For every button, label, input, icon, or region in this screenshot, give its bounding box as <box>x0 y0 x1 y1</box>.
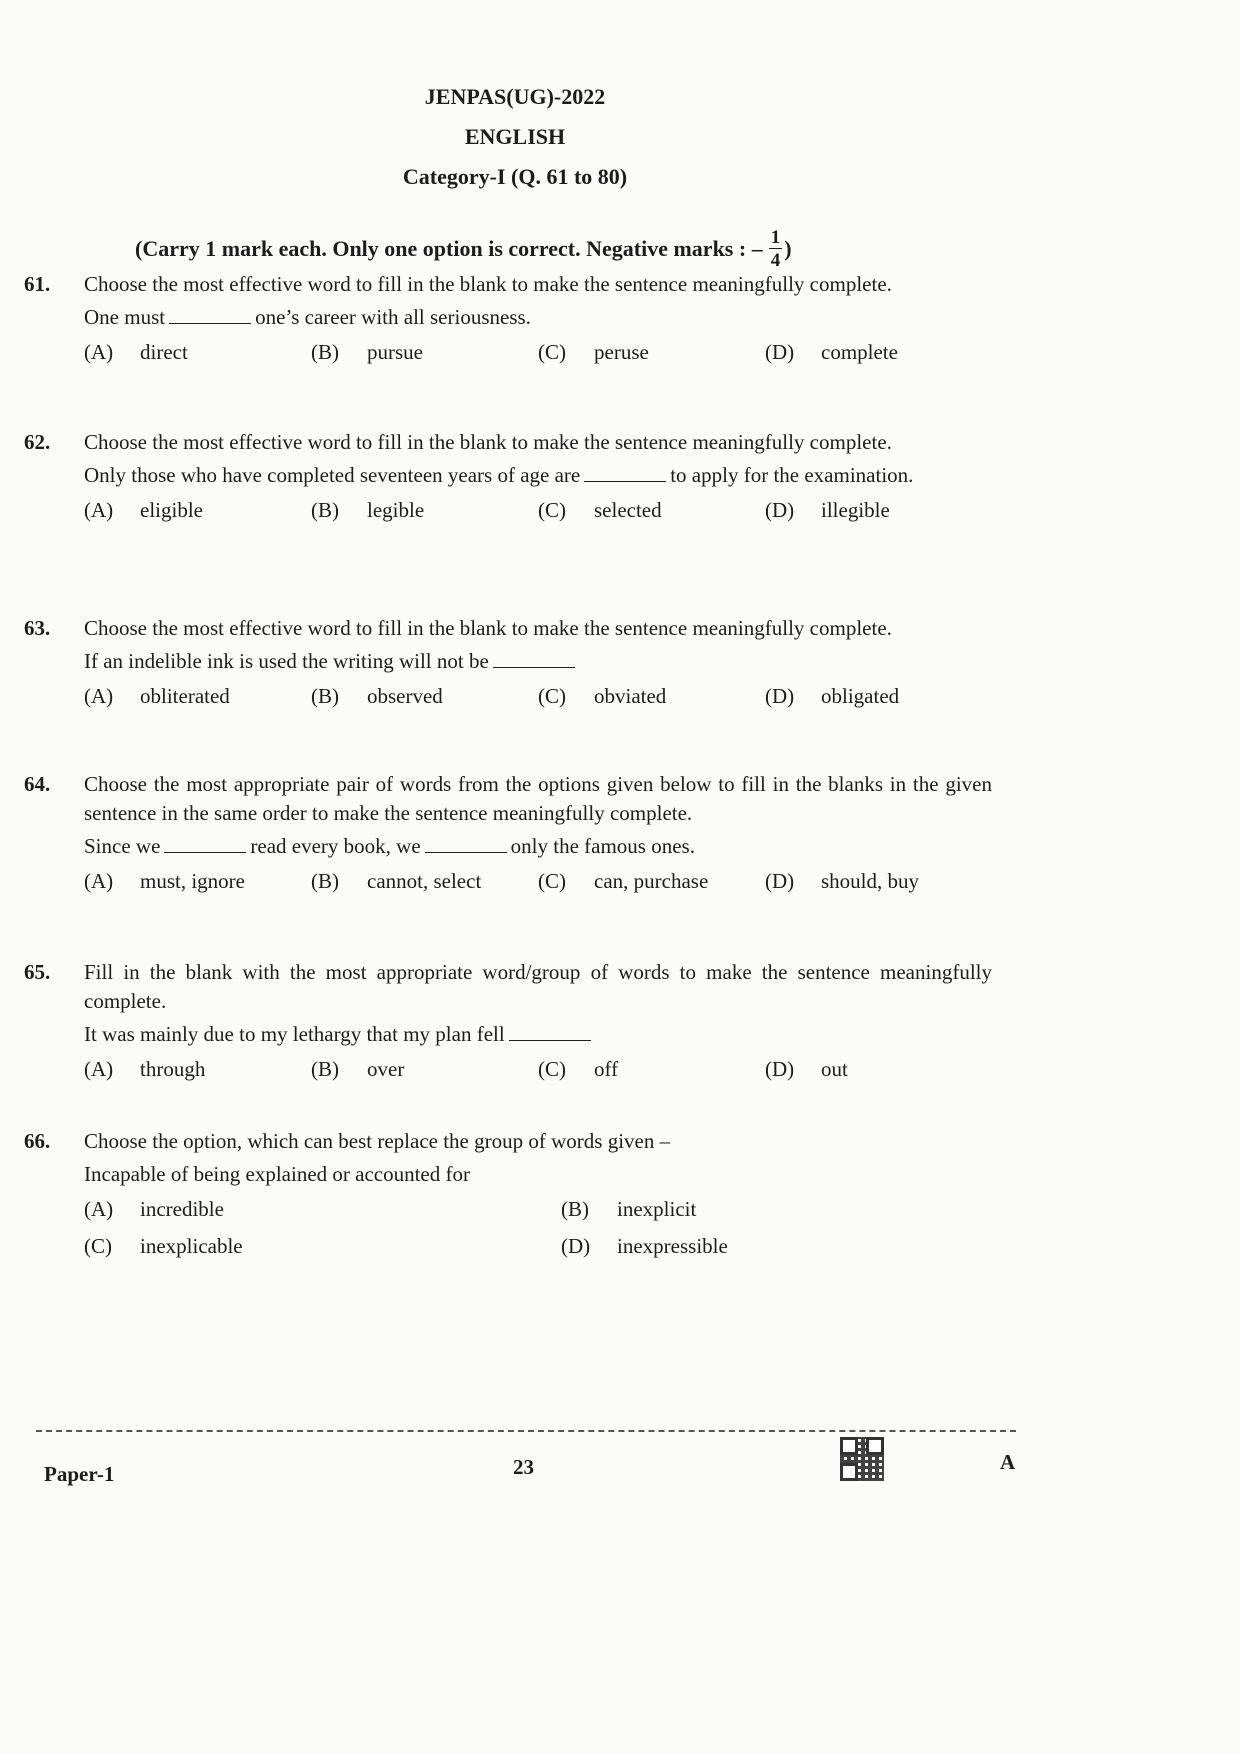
option-label: (A) <box>84 340 114 364</box>
option-c[interactable] <box>538 496 765 525</box>
paper-label: Paper-1 <box>44 1462 115 1486</box>
option-text: illegible <box>821 498 890 522</box>
question-number: 65. <box>24 960 51 984</box>
option-label: (A) <box>84 1057 114 1081</box>
sentence-part: Since we <box>84 834 161 858</box>
option-d[interactable] <box>561 1232 961 1261</box>
question-sentence: Incapable of being explained or accounted for <box>84 1162 470 1186</box>
fraction-denominator: 4 <box>770 250 781 271</box>
option-label: (C) <box>538 340 566 364</box>
option-text: inexplicable <box>140 1234 243 1258</box>
blank <box>509 1022 591 1041</box>
question-text: Choose the most effective word to fill in the blank to make the sentence meaningfully complete. <box>84 430 892 454</box>
instruction-close: ) <box>784 236 792 261</box>
option-label: (D) <box>561 1234 591 1258</box>
options <box>84 338 992 367</box>
option-label: (D) <box>765 498 795 522</box>
question-sentence <box>84 1020 992 1049</box>
option-text: direct <box>140 340 188 364</box>
option-d[interactable] <box>765 338 992 367</box>
question-number: 63. <box>24 616 51 640</box>
sentence-part: only the famous ones. <box>510 834 695 858</box>
option-label: (D) <box>765 684 795 708</box>
sentence-part: Only those who have completed seventeen years of age are <box>84 463 581 487</box>
option-d[interactable] <box>765 1055 992 1084</box>
option-a[interactable] <box>84 338 311 367</box>
option-text: legible <box>367 498 425 522</box>
question-number: 64. <box>24 772 51 796</box>
blank <box>584 463 666 482</box>
footer-divider <box>36 1430 1016 1432</box>
blank <box>164 834 246 853</box>
category-title: Category-I (Q. 61 to 80) <box>402 164 628 189</box>
option-text: obviated <box>594 684 667 708</box>
option-text: must, ignore <box>140 869 245 893</box>
options <box>84 1055 992 1084</box>
option-c[interactable] <box>84 1232 561 1261</box>
option-label: (C) <box>84 1234 112 1258</box>
sentence-part: If an indelible ink is used the writing will not be <box>84 649 489 673</box>
option-label: (D) <box>765 1057 795 1081</box>
negative-mark-fraction <box>769 228 783 270</box>
subject-title: ENGLISH <box>464 124 566 149</box>
option-label: (B) <box>311 340 339 364</box>
option-text: cannot, select <box>367 869 482 893</box>
option-label: (C) <box>538 498 566 522</box>
option-a[interactable] <box>84 867 311 896</box>
blank <box>169 305 251 324</box>
question-text: Choose the most effective word to fill in the blank to make the sentence meaningfully complete. <box>84 616 892 640</box>
sentence-part: One must <box>84 305 166 329</box>
option-label: (C) <box>538 684 566 708</box>
option-text: obligated <box>821 684 900 708</box>
sentence-part: to apply for the examination. <box>670 463 914 487</box>
options <box>84 867 992 896</box>
option-label: (C) <box>538 869 566 893</box>
option-text: inexplicit <box>617 1197 697 1221</box>
option-label: (B) <box>311 1057 339 1081</box>
option-text: obliterated <box>140 684 230 708</box>
option-b[interactable] <box>311 1055 538 1084</box>
set-code: A <box>1000 1450 1016 1474</box>
question-number: 62. <box>24 430 51 454</box>
question-text: Fill in the blank with the most appropriate word/group of words to make the sentence meaningfully complete. <box>84 960 992 1013</box>
option-text: should, buy <box>821 869 920 893</box>
option-text: off <box>594 1057 619 1081</box>
question-number: 61. <box>24 272 51 296</box>
option-a[interactable] <box>84 496 311 525</box>
options <box>84 682 992 711</box>
option-d[interactable] <box>765 496 992 525</box>
option-label: (B) <box>311 684 339 708</box>
option-b[interactable] <box>311 682 538 711</box>
option-a[interactable] <box>84 1055 311 1084</box>
question-sentence <box>84 303 992 332</box>
instruction-text: (Carry 1 mark each. Only one option is correct. Negative marks : – <box>135 236 763 261</box>
question-sentence <box>84 647 992 676</box>
sentence-part: It was mainly due to my lethargy that my plan fell <box>84 1022 505 1046</box>
option-c[interactable] <box>538 338 765 367</box>
question-sentence <box>84 832 992 861</box>
option-label: (D) <box>765 340 795 364</box>
option-label: (A) <box>84 684 114 708</box>
page-number: 23 <box>513 1455 534 1479</box>
qr-code-icon <box>840 1437 884 1481</box>
option-label: (D) <box>765 869 795 893</box>
option-text: peruse <box>594 340 649 364</box>
option-label: (B) <box>561 1197 589 1221</box>
option-c[interactable] <box>538 1055 765 1084</box>
question-number: 66. <box>24 1129 51 1153</box>
blank <box>425 834 507 853</box>
blank <box>493 649 575 668</box>
exam-title: JENPAS(UG)-2022 <box>424 84 606 109</box>
sentence-part: one’s career with all seriousness. <box>255 305 531 329</box>
option-b[interactable] <box>311 338 538 367</box>
option-a[interactable] <box>84 682 311 711</box>
options <box>84 496 992 525</box>
option-text: over <box>367 1057 405 1081</box>
option-d[interactable] <box>765 682 992 711</box>
option-text: out <box>821 1057 848 1081</box>
option-label: (A) <box>84 1197 114 1221</box>
option-text: can, purchase <box>594 869 709 893</box>
question-sentence <box>84 461 992 490</box>
option-text: inexpressible <box>617 1234 728 1258</box>
option-label: (B) <box>311 498 339 522</box>
option-text: eligible <box>140 498 203 522</box>
option-b[interactable] <box>311 496 538 525</box>
marking-instruction <box>135 228 792 270</box>
question-text: Choose the most appropriate pair of words from the options given below to fill in the blanks in the given sentence in the same order to make the sentence meaningfully complete. <box>84 772 992 825</box>
question-text: Choose the option, which can best replace the group of words given – <box>84 1129 671 1153</box>
option-text: pursue <box>367 340 423 364</box>
question-text: Choose the most effective word to fill in the blank to make the sentence meaningfully complete. <box>84 272 892 296</box>
option-text: complete <box>821 340 898 364</box>
option-label: (A) <box>84 498 114 522</box>
option-label: (B) <box>311 869 339 893</box>
option-b[interactable] <box>561 1195 961 1224</box>
option-c[interactable] <box>538 682 765 711</box>
option-text: incredible <box>140 1197 224 1221</box>
option-label: (C) <box>538 1057 566 1081</box>
fraction-numerator: 1 <box>770 227 781 248</box>
option-b[interactable] <box>311 867 538 896</box>
option-text: observed <box>367 684 443 708</box>
option-text: through <box>140 1057 206 1081</box>
sentence-part: read every book, we <box>250 834 421 858</box>
option-text: selected <box>594 498 662 522</box>
option-d[interactable] <box>765 867 992 896</box>
option-label: (A) <box>84 869 114 893</box>
option-c[interactable] <box>538 867 765 896</box>
option-a[interactable] <box>84 1195 561 1224</box>
options <box>84 1195 992 1261</box>
